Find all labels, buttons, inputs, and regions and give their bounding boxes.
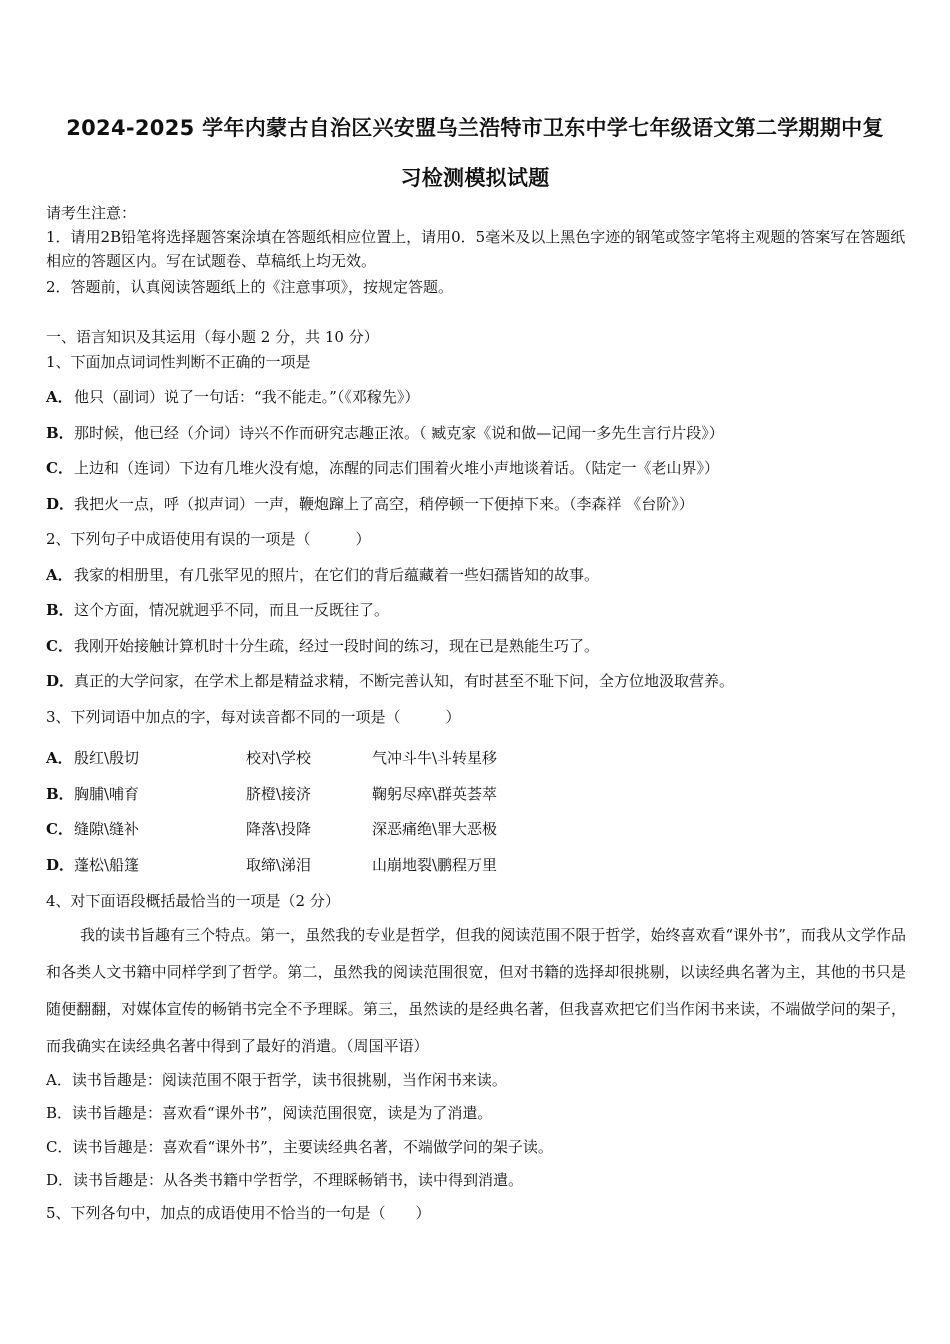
question-3-option-d <box>46 854 498 875</box>
question-2-option-b <box>46 599 389 620</box>
option-text: 读书旨趣是：喜欢看“课外书”，主要读经典名著，不端做学问的架子读。 <box>72 1138 553 1156</box>
notice-item-1: 1．请用2B铅笔将选择题答案涂填在答题纸相应位置上，请用0．5毫米及以上黑色字迹的钢笔或签字笔将主观题的答案写在答题纸相应的答题区内。写在试题卷、草稿纸上均无效。 <box>46 228 906 270</box>
option-label: D． <box>46 856 75 874</box>
option-label: D． <box>46 1171 74 1189</box>
option-label: A． <box>46 566 73 584</box>
option-label: C． <box>46 459 73 477</box>
option-col-1: 殷红\殷切 <box>74 749 140 767</box>
question-1-option-b <box>46 422 724 443</box>
option-label: A． <box>46 1071 72 1089</box>
option-text: 上边和（连词）下边有几堆火没有熄，冻醒的同志们围着火堆小声地谈着话。（陆定一《老山界》） <box>74 459 720 477</box>
option-text: 这个方面，情况就迥乎不同，而且一反既往了。 <box>74 601 390 619</box>
option-col-1: 缝隙\缝补 <box>74 820 140 838</box>
option-text: 他只（副词）说了一句话：“我不能走。”（《邓稼先》） <box>74 388 420 406</box>
question-3-option-c <box>46 818 498 839</box>
question-1-option-d <box>46 493 694 514</box>
question-1-stem: 1、下面加点词词性判断不正确的一项是 <box>46 353 311 371</box>
question-4-stem: 4、对下面语段概括最恰当的一项是（2 分） <box>46 892 340 910</box>
question-4-option-d <box>46 1169 523 1190</box>
option-col-1: 胸脯\哺育 <box>74 785 140 803</box>
question-4-option-c <box>46 1136 553 1157</box>
question-3-option-b <box>46 783 498 804</box>
option-text: 我把火一点，呼（拟声词）一声，鞭炮蹿上了高空，稍停顿一下便掉下来。（李森祥 《台阶》） <box>74 495 694 513</box>
option-col-3: 深恶痛绝\罪大恶极 <box>372 820 498 838</box>
option-text: 真正的大学问家，在学术上都是精益求精，不断完善认知，有时甚至不耻下问，全方位地汲取营养。 <box>74 672 735 690</box>
option-label: C． <box>46 820 73 838</box>
question-4-option-b <box>46 1102 492 1123</box>
notice-heading: 请考生注意： <box>46 204 137 222</box>
option-text: 我家的相册里，有几张罕见的照片，在它们的背后蕴藏着一些妇孺皆知的故事。 <box>74 566 600 584</box>
question-2-stem: 2、下列句子中成语使用有误的一项是（ ） <box>46 530 371 548</box>
question-1-option-c <box>46 457 719 478</box>
question-2-option-a <box>46 564 599 585</box>
option-label: B． <box>46 424 74 442</box>
question-1-option-a <box>46 386 419 407</box>
option-col-2: 降落\投降 <box>246 820 312 838</box>
question-4-passage: 我的读书旨趣有三个特点。第一，虽然我的专业是哲学，但我的阅读范围不限于哲学，始终喜欢看“课外书”，而我从文学作品和各类人文书籍中同样学到了哲学。第二，虽然我的阅读范围很宽，但对书籍的选择却很挑剔，以读经典名著为主，其他的书只是随便翻翻，对媒体宣传的畅销书完全不予理睬。第三，虽然读的是经典名著，但我喜欢把它们当作闲书来读，不端做学问的架子，而我确实在读经典名著中得到了最好的消遣。（周国平语） <box>46 926 906 1055</box>
option-col-3: 山崩地裂\鹏程万里 <box>372 856 498 874</box>
question-3-stem: 3、下列词语中加点的字，每对读音都不同的一项是（ ） <box>46 708 461 726</box>
question-5-stem: 5、下列各句中，加点的成语使用不恰当的一句是（ ） <box>46 1204 431 1222</box>
question-3-option-a <box>46 747 498 768</box>
option-label: B． <box>46 1104 73 1122</box>
page-title-line1: 2024-2025 学年内蒙古自治区兴安盟乌兰浩特市卫东中学七年级语文第二学期期中复 <box>66 116 884 140</box>
option-text: 我刚开始接触计算机时十分生疏，经过一段时间的练习，现在已是熟能生巧了。 <box>74 637 600 655</box>
option-text: 那时候，他已经（介词）诗兴不作而研究志趣正浓。（ 臧克家《说和做—记闻一多先生言行片段》） <box>74 424 724 442</box>
option-label: D． <box>46 672 75 690</box>
option-col-2: 校对\学校 <box>246 749 312 767</box>
option-label: A． <box>46 388 73 406</box>
option-label: D． <box>46 495 75 513</box>
option-label: C． <box>46 637 73 655</box>
option-label: C． <box>46 1138 73 1156</box>
option-text: 读书旨趣是：喜欢看“课外书”，阅读范围很宽，读是为了消遣。 <box>72 1104 493 1122</box>
option-col-3: 气冲斗牛\斗转星移 <box>372 749 498 767</box>
page-title-line2: 习检测模拟试题 <box>400 166 550 190</box>
option-label: A． <box>46 749 73 767</box>
option-label: B． <box>46 785 74 803</box>
option-col-1: 蓬松\船篷 <box>74 856 140 874</box>
option-col-3: 鞠躬尽瘁\群英荟萃 <box>372 785 498 803</box>
notice-item-2: 2．答题前，认真阅读答题纸上的《注意事项》，按规定答题。 <box>46 278 454 296</box>
option-text: 读书旨趣是：从各类书籍中学哲学，不理睬畅销书，读中得到消遣。 <box>73 1171 524 1189</box>
section-heading: 一、语言知识及其运用（每小题 2 分，共 10 分） <box>46 328 379 346</box>
option-col-2: 取缔\涕泪 <box>246 856 312 874</box>
option-label: B． <box>46 601 74 619</box>
option-col-2: 脐橙\接济 <box>246 785 312 803</box>
question-4-option-a <box>46 1069 507 1090</box>
option-text: 读书旨趣是：阅读范围不限于哲学，读书很挑剔，当作闲书来读。 <box>71 1071 507 1089</box>
question-2-option-c <box>46 635 599 656</box>
question-2-option-d <box>46 670 734 691</box>
